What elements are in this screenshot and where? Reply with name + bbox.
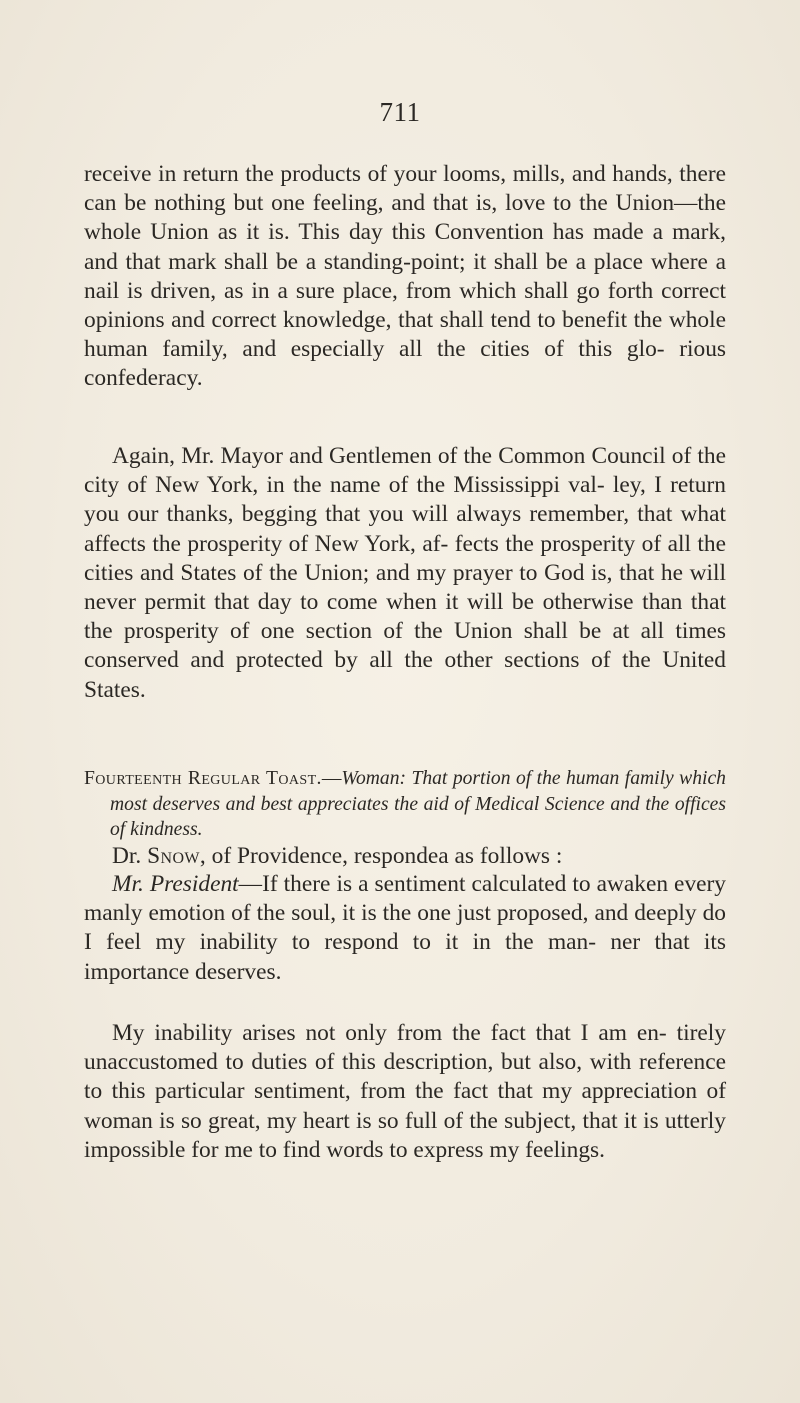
address-salutation: Mr. President: [112, 871, 239, 897]
toast-heading: Fourteenth Regular Toast.: [84, 768, 322, 789]
toast-announcement: [84, 766, 726, 843]
paragraph-continuation: receive in return the products of your looms, mills, and hands, there can be nothing but one feeling, and that is, love to the Union—the whole Union as it is. This day this Convention has made a mark, and that mark shall be a standing-point; it shall be a place where a nail is driven, as in a sure place, from which shall go forth correct opinions and correct knowledge, that shall tend to benefit the whole human family, and especially all the cities of this glo- rious confederacy.: [84, 161, 726, 392]
paragraph-address: [84, 870, 726, 987]
address-text: —If there is a sentiment calculated to awaken every manly emotion of the soul, it is the one just proposed, and deeply do I feel my inability to respond to it in the man- ner that its importance deserves.: [84, 871, 727, 985]
speaker-name: Snow: [147, 843, 200, 869]
toast-text: Woman: That portion of the human family which most deserves and best appreciates the aid of Medical Science and the offices of kindness.: [110, 768, 726, 840]
paragraph-inability: My inability arises not only from the fact that I am en- tirely unaccustomed to duties of this description, but also, with reference to this particular sentiment, from the fact that my appreciation of woman is so great, my heart is so full of the subject, that it is utterly impossible for me to find words to express my feelings.: [84, 1020, 726, 1163]
page-number: 711: [379, 97, 421, 127]
toast-dash: —: [321, 768, 342, 789]
response-intro: [84, 842, 726, 871]
response-prefix: Dr.: [112, 843, 148, 869]
paragraph-mississippi-valley: Again, Mr. Mayor and Gentlemen of the Common Council of the city of New York, in the name of the Mississippi val- ley, I return you our thanks, begging that you will always remember, that what affects the prosperity of New York, af- fects the prosperity of all the cities and States of the Union; and my prayer to God is, that he will never permit that day to come when it will be otherwise than that the prosperity of one section of the Union shall be at all times conserved and protected by all the other sections of the United States.: [84, 443, 726, 703]
toast-line: [84, 766, 726, 843]
response-suffix: , of Providence, respondea as follows :: [199, 843, 563, 869]
